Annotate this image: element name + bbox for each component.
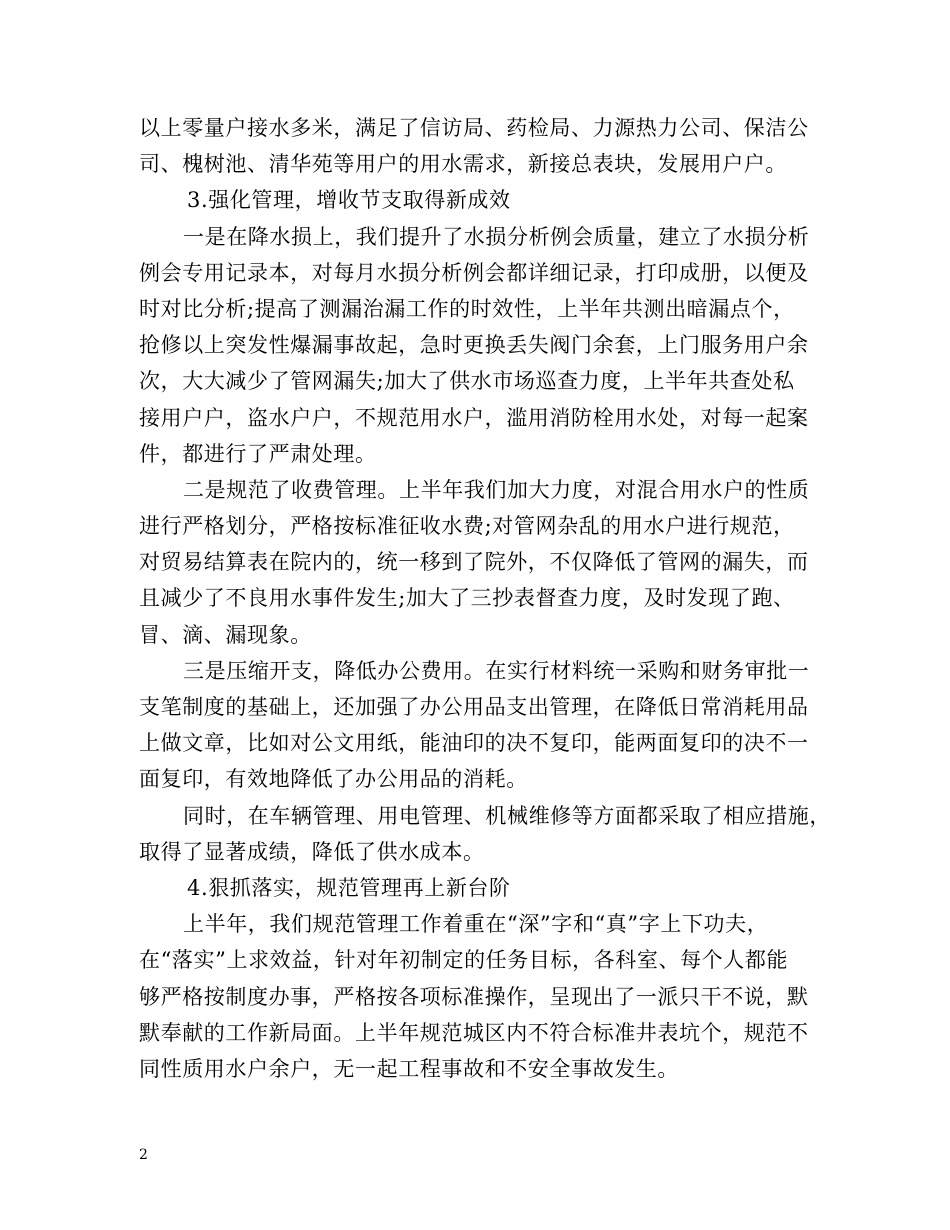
text-line: 时对比分析;提高了测漏治漏工作的时效性，上半年共测出暗漏点个， — [139, 296, 795, 321]
text-line: 同性质用水户余户，无一起工程事故和不安全事故发生。 — [139, 1056, 679, 1081]
text-line: 接用户户，盗水户户，不规范用水户，滥用消防栓用水处，对每一起案 — [139, 405, 809, 430]
document-body — [139, 110, 829, 1087]
text-line: 默奉献的工作新局面。上半年规范城区内不符合标准井表坑个，规范不 — [139, 1020, 809, 1045]
text-line: 次，大大减少了管网漏失;加大了供水市场巡查力度，上半年共查处私 — [139, 369, 795, 394]
page-number: 2 — [139, 1147, 148, 1163]
text-line: 取得了显著成绩，降低了供水成本。 — [139, 839, 485, 864]
text-line: 一是在降水损上，我们提升了水损分析例会质量，建立了水损分析 — [183, 224, 810, 249]
text-line: 够严格按制度办事，严格按各项标准操作，呈现出了一派只干不说，默 — [139, 984, 809, 1009]
text-line: 支笔制度的基础上，还加强了办公用品支出管理，在降低日常消耗用品 — [139, 695, 809, 719]
text-line: 以上零量户接水多米，满足了信访局、药检局、力源热力公司、保洁公 — [139, 116, 809, 140]
text-line: 同时，在车辆管理、用电管理、机械维修等方面都采取了相应措施， — [183, 803, 831, 828]
text-line: 在“落实”上求效益，针对年初制定的任务目标，各科室、每个人都能 — [139, 948, 789, 973]
section-heading: 4.狠抓落实，规范管理再上新台阶 — [187, 875, 511, 900]
text-line: 抢修以上突发性爆漏事故起，急时更换丢失阀门余套，上门服务用户余 — [139, 333, 809, 358]
text-line: 件，都进行了严肃处理。 — [139, 441, 377, 466]
section-heading: 3.强化管理，增收节支取得新成效 — [187, 188, 511, 213]
text-line: 冒、滴、漏现象。 — [139, 622, 312, 647]
text-line: 对贸易结算表在院内的，统一移到了院外，不仅降低了管网的漏失，而 — [139, 550, 809, 575]
text-line: 三是压缩开支，降低办公费用。在实行材料统一采购和财务审批一 — [183, 658, 810, 683]
text-line: 上半年，我们规范管理工作着重在“深”字和“真”字上下功夫， — [183, 912, 769, 937]
text-line: 上做文章，比如对公文用纸，能油印的决不复印，能两面复印的决不一 — [139, 731, 809, 756]
text-line: 进行严格划分，严格按标准征收水费;对管网杂乱的用水户进行规范， — [139, 514, 795, 539]
text-line: 且减少了不良用水事件发生;加大了三抄表督查力度，及时发现了跑、 — [139, 586, 795, 611]
text-line: 例会专用记录本，对每月水损分析例会都详细记录，打印成册，以便及 — [139, 260, 809, 285]
text-line: 面复印，有效地降低了办公用品的消耗。 — [139, 767, 528, 792]
text-line: 司、槐树池、清华苑等用户的用水需求，新接总表块，发展用户户。 — [139, 152, 787, 177]
text-line: 二是规范了收费管理。上半年我们加大力度，对混合用水户的性质 — [183, 477, 810, 502]
